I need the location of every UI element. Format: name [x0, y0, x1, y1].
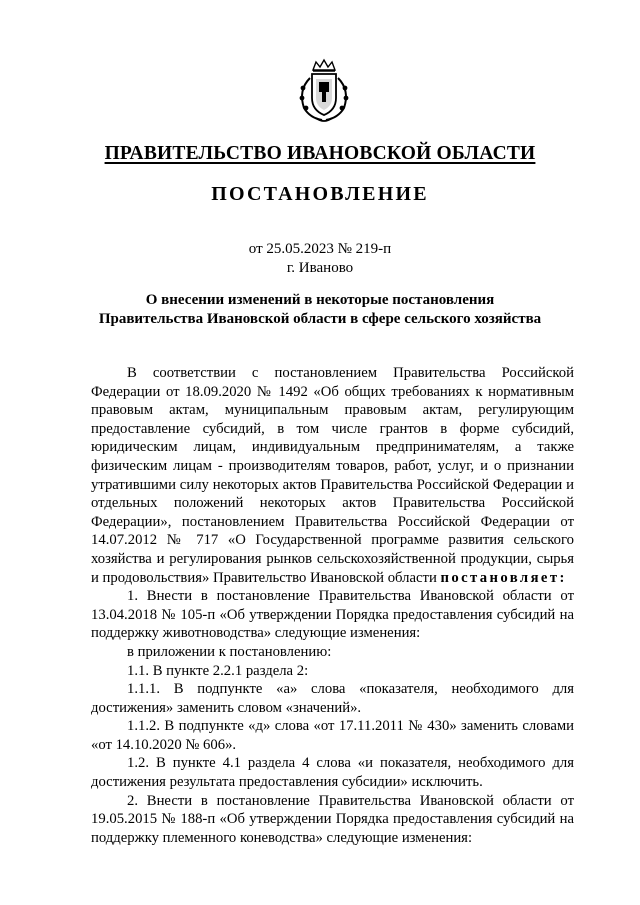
item-1: 1. Внести в постановление Правительства Ивановской области от 13.04.2018 № 105-п «Об утверждении Порядка предоставления субсидий на поддержку животноводства» следующие изменения: [91, 588, 574, 642]
decree-word: постановляет: [440, 569, 567, 586]
title-line-2: Правительства Ивановской области в сфере сельского хозяйства [98, 311, 542, 327]
item-1-1-1: 1.1.1. В подпункте «а» слова «показателя, необходимого для достижения» заменить словом «значений». [91, 681, 574, 716]
preamble-text: В соответствии с постановлением Правительства Российской Федерации от 18.09.2020 № 1492 «Об общих требованиях к нормативным правовым актам, муниципальным правовым актам, регулирующим предоставление субсидий, в том числе грантов в форме субсидий, юридическим лицам, индивидуальным предпринимателям, а также физическим лицам - производителям товаров, работ, услуг, и о признании утратившими силу некоторых актов Правительства Российской Федерации и отдельных положений некоторых актов Правительства Российской Федерации», постановлением Правительства Российской Федерации от 14.07.2012 № 717 «О Государственной программе развития сельского хозяйства и регулирования рынков сельскохозяйственной продукции, сырья и продовольствия» Правительство Ивановской области [91, 365, 574, 586]
item-1-annex: в приложении к постановлению: [127, 643, 332, 660]
city: г. Иваново [286, 260, 354, 276]
title-line-1: О внесении изменений в некоторые постановления [145, 292, 495, 308]
item-2: 2. Внести в постановление Правительства Ивановской области от 19.05.2015 № 188-п «Об утверждении Порядка предоставления субсидий на поддержку племенного коневодства» следующие изменения: [91, 792, 574, 846]
organization-heading [0, 143, 640, 165]
date-number: от 25.05.2023 № 219-п [248, 241, 392, 257]
preamble-paragraph [91, 364, 574, 587]
document-meta [0, 240, 640, 278]
organization-name: ПРАВИТЕЛЬСТВО ИВАНОВСКОЙ ОБЛАСТИ [104, 143, 536, 164]
document-type-heading: ПОСТАНОВЛЕНИЕ [211, 183, 429, 205]
ivanovo-coat-of-arms-icon [294, 58, 354, 126]
document-title [0, 291, 640, 329]
item-1-1: 1.1. В пункте 2.2.1 раздела 2: [127, 662, 309, 679]
document-body [91, 364, 574, 847]
item-1-2: 1.2. В пункте 4.1 раздела 4 слова «и показателя, необходимого для достижения результата предоставления субсидии» исключить. [91, 755, 574, 791]
item-1-1-2: 1.1.2. В подпункте «д» слова «от 17.11.2011 № 430» заменить словами «от 14.10.2020 № 606». [91, 718, 574, 753]
